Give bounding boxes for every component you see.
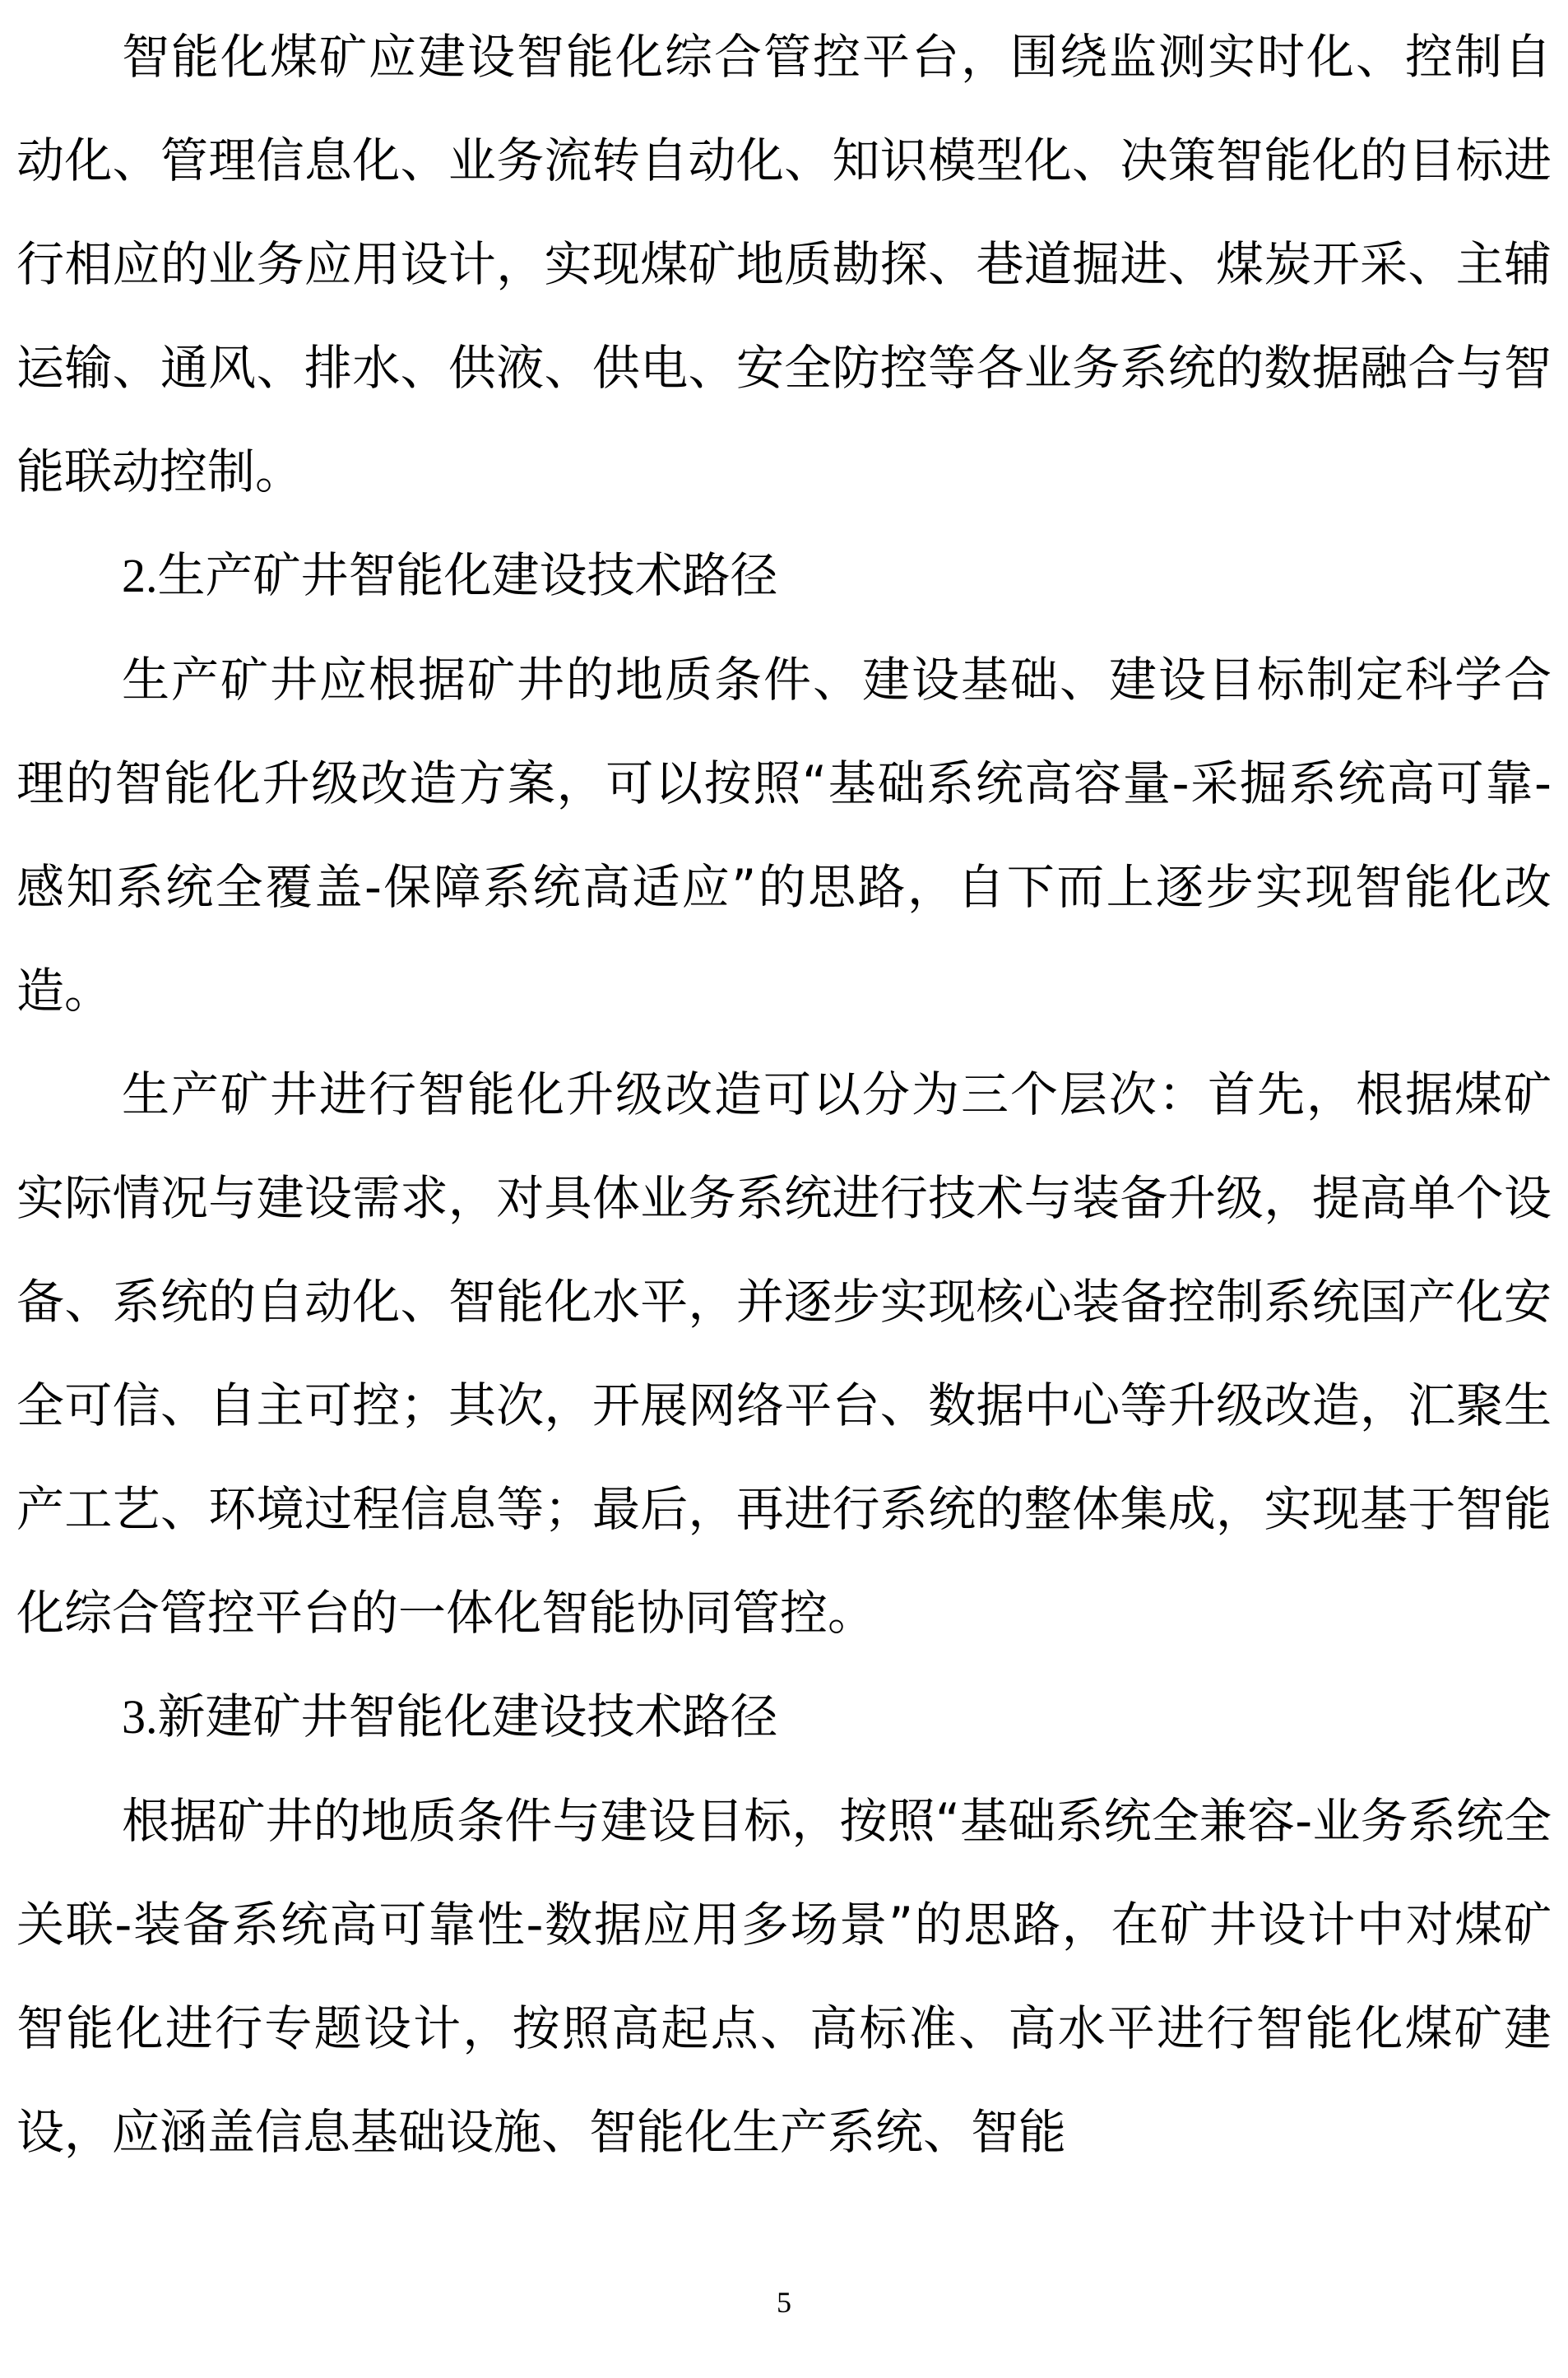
document-page [16,0,1552,2378]
paragraph-smart-mine-platform: 智能化煤矿应建设智能化综合管控平台，围绕监测实时化、控制自动化、管理信息化、业务流转自动化、知识模型化、决策智能化的目标进行相应的业务应用设计，实现煤矿地质勘探、巷道掘进、煤炭开采、主辅运输、通风、排水、供液、供电、安全防控等各业务系统的数据融合与智能联动控制。 [16,29,1552,499]
section-heading-new-mine [16,1665,1552,1769]
section-number: 2. [122,549,158,602]
document-body [16,5,1552,2184]
section-heading-production-mine [16,523,1552,628]
page-number: 5 [777,2286,791,2319]
paragraph-upgrade-levels: 生产矿井进行智能化升级改造可以分为三个层次：首先，根据煤矿实际情况与建设需求，对具体业务系统进行技术与装备升级，提高单个设备、系统的自动化、智能化水平，并逐步实现核心装备控制系统国产化安全可信、自主可控；其次，开展网络平台、数据中心等升级改造，汇聚生产工艺、环境过程信息等；最后，再进行系统的整体集成，实现基于智能化综合管控平台的一体化智能协同管控。 [16,1066,1552,1641]
section-number: 3. [122,1690,158,1744]
section-title: 新建矿井智能化建设技术路径 [157,1688,778,1744]
section-title: 生产矿井智能化建设技术路径 [157,547,778,603]
paragraph-production-mine-plan: 生产矿井应根据矿井的地质条件、建设基础、建设目标制定科学合理的智能化升级改造方案，可以按照“基础系统高容量-采掘系统高可靠-感知系统全覆盖-保障系统高适应”的思路，自下而上逐步实现智能化改造。 [16,652,1552,1019]
paragraph-new-mine-design: 根据矿井的地质条件与建设目标，按照“基础系统全兼容-业务系统全关联-装备系统高可靠性-数据应用多场景”的思路，在矿井设计中对煤矿智能化进行专题设计，按照高起点、高标准、高水平进行智能化煤矿建设，应涵盖信息基础设施、智能化生产系统、智能 [16,1793,1552,2160]
